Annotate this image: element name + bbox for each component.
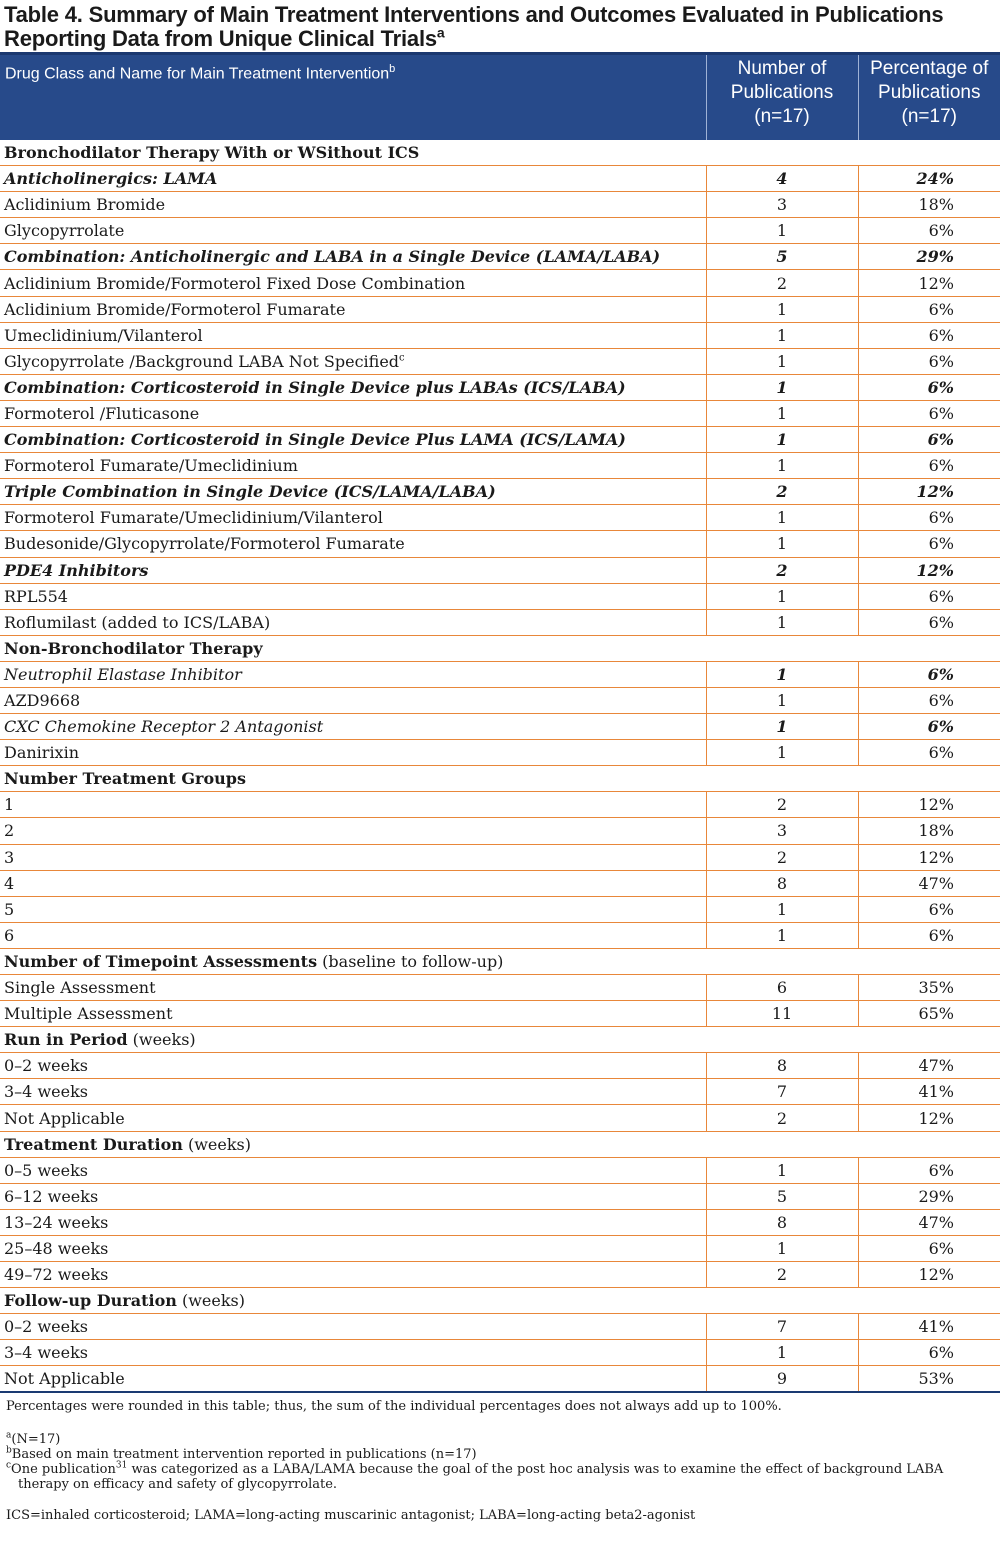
row-label-cell	[0, 1079, 706, 1105]
category-row	[0, 244, 1000, 270]
table-row	[0, 792, 1000, 818]
row-label-cell	[0, 1001, 706, 1027]
section-header-row	[0, 1027, 1000, 1053]
publication-percentage: 6%	[858, 583, 1000, 609]
row-label-cell	[0, 1366, 706, 1392]
footnote-rounding-note: Percentages were rounded in this table; thus, the sum of the individual percentages does not always add up to 100%.	[6, 1399, 782, 1414]
row-label-cell	[0, 218, 706, 244]
publication-percentage: 6%	[858, 296, 1000, 322]
publication-percentage: 12%	[858, 557, 1000, 583]
publication-count: 1	[706, 1157, 858, 1183]
row-label-cell	[0, 1183, 706, 1209]
publication-percentage: 12%	[858, 792, 1000, 818]
row-label: Anticholinergics: LAMA	[4, 169, 218, 189]
row-label-cell	[0, 1314, 706, 1340]
header-number-of-publications	[706, 54, 858, 140]
table-row	[0, 531, 1000, 557]
table-row	[0, 1209, 1000, 1235]
row-label: Triple Combination in Single Device (ICS/LAMA/LABA)	[4, 482, 496, 502]
row-label: Not Applicable	[4, 1369, 125, 1389]
row-label-cell	[0, 740, 706, 766]
publication-percentage: 6%	[858, 609, 1000, 635]
row-label-cell	[0, 870, 706, 896]
row-label: Combination: Anticholinergic and LABA in a Single Device (LAMA/LABA)	[4, 247, 661, 267]
table-row	[0, 322, 1000, 348]
publication-percentage: 6%	[858, 218, 1000, 244]
footnote-b	[6, 1447, 994, 1462]
row-label-cell	[0, 166, 706, 192]
table-row	[0, 296, 1000, 322]
publication-count: 2	[706, 479, 858, 505]
table-row	[0, 218, 1000, 244]
row-label: Not Applicable	[4, 1108, 125, 1128]
table-row	[0, 687, 1000, 713]
row-label: Roflumilast (added to ICS/LABA)	[4, 612, 271, 632]
footnote-c-text: One publication	[11, 1462, 116, 1477]
publication-percentage: 29%	[858, 244, 1000, 270]
publication-percentage: 6%	[858, 740, 1000, 766]
publication-percentage: 6%	[858, 348, 1000, 374]
row-label: Bronchodilator Therapy With or WSithout ICS	[4, 142, 420, 162]
row-label-cell	[0, 1157, 706, 1183]
row-label-cell	[0, 583, 706, 609]
footnote-c-text-continued: was categorized as a LABA/LAMA because the goal of the post hoc analysis was to examine the effect of background LABA therapy on efficacy and safety of glycopyrrolate.	[18, 1462, 944, 1492]
row-label-suffix: (weeks)	[176, 1291, 245, 1311]
row-label-cell	[0, 948, 1000, 974]
publication-count: 1	[706, 609, 858, 635]
row-label-cell	[0, 479, 706, 505]
publication-percentage: 35%	[858, 975, 1000, 1001]
footnote-c-reference: 31	[115, 1460, 128, 1471]
publication-percentage: 6%	[858, 400, 1000, 426]
publication-percentage: 6%	[858, 531, 1000, 557]
publication-percentage: 6%	[858, 453, 1000, 479]
publication-count: 8	[706, 1053, 858, 1079]
publication-percentage: 47%	[858, 870, 1000, 896]
header-number-line: Publications	[730, 82, 834, 103]
row-label: 5	[4, 899, 15, 919]
publication-percentage: 6%	[858, 1157, 1000, 1183]
table-row	[0, 740, 1000, 766]
row-label: 0–5 weeks	[4, 1160, 88, 1180]
row-label-cell	[0, 348, 706, 374]
publication-percentage: 18%	[858, 818, 1000, 844]
publication-count: 1	[706, 400, 858, 426]
row-label: 4	[4, 873, 15, 893]
row-label-cell	[0, 1027, 1000, 1053]
row-label-cell	[0, 427, 706, 453]
row-label: Treatment Duration	[4, 1134, 183, 1154]
publication-count: 2	[706, 557, 858, 583]
publication-percentage: 6%	[858, 1235, 1000, 1261]
row-label: Follow-up Duration	[4, 1291, 177, 1311]
row-label-cell	[0, 140, 1000, 166]
header-drug-class	[0, 54, 706, 140]
publication-percentage: 41%	[858, 1079, 1000, 1105]
footnote-c-mark: c	[6, 1460, 12, 1471]
publication-count: 2	[706, 1262, 858, 1288]
publication-percentage: 6%	[858, 922, 1000, 948]
table-row	[0, 453, 1000, 479]
publication-percentage: 12%	[858, 479, 1000, 505]
row-label: CXC Chemokine Receptor 2 Antagonist	[4, 717, 324, 737]
row-label: Danirixin	[4, 743, 79, 763]
publication-count: 1	[706, 505, 858, 531]
publication-count: 6	[706, 975, 858, 1001]
row-label-cell	[0, 635, 1000, 661]
row-label-cell	[0, 1262, 706, 1288]
publication-count: 5	[706, 1183, 858, 1209]
publication-count: 1	[706, 322, 858, 348]
table-row	[0, 1053, 1000, 1079]
category-row	[0, 166, 1000, 192]
row-label-cell	[0, 609, 706, 635]
publication-count: 2	[706, 844, 858, 870]
row-label: Combination: Corticosteroid in Single Device Plus LAMA (ICS/LAMA)	[4, 430, 626, 450]
row-label-cell	[0, 844, 706, 870]
footnote-abbreviations: ICS=inhaled corticosteroid; LAMA=long-acting muscarinic antagonist; LABA=long-acting beta2-agonist	[6, 1508, 696, 1523]
footnotes	[0, 1393, 1000, 1523]
row-label-cell	[0, 766, 1000, 792]
publication-percentage: 6%	[858, 687, 1000, 713]
publication-percentage: 6%	[858, 505, 1000, 531]
publication-count: 1	[706, 348, 858, 374]
row-label: Neutrophil Elastase Inhibitor	[4, 664, 242, 684]
publication-percentage: 6%	[858, 322, 1000, 348]
publication-count: 2	[706, 270, 858, 296]
row-label-cell	[0, 453, 706, 479]
publication-percentage: 12%	[858, 1105, 1000, 1131]
row-label-cell	[0, 922, 706, 948]
publication-count: 1	[706, 218, 858, 244]
table-row	[0, 844, 1000, 870]
publication-count: 2	[706, 1105, 858, 1131]
row-label-cell	[0, 1340, 706, 1366]
publication-count: 1	[706, 1235, 858, 1261]
category-row	[0, 374, 1000, 400]
header-footnote-mark: b	[389, 63, 396, 75]
publication-count: 1	[706, 687, 858, 713]
table-row	[0, 1001, 1000, 1027]
table-row	[0, 1183, 1000, 1209]
publication-percentage: 6%	[858, 1340, 1000, 1366]
publication-count: 3	[706, 818, 858, 844]
row-label-cell	[0, 1288, 1000, 1314]
row-label-cell	[0, 244, 706, 270]
header-percentage-line: Publications	[878, 82, 981, 103]
table-row	[0, 583, 1000, 609]
section-header-row	[0, 1288, 1000, 1314]
category-row	[0, 427, 1000, 453]
publication-percentage: 53%	[858, 1366, 1000, 1392]
row-label: 49–72 weeks	[4, 1265, 109, 1285]
publication-percentage: 18%	[858, 192, 1000, 218]
row-label: 0–2 weeks	[4, 1056, 88, 1076]
row-label: Non-Bronchodilator Therapy	[4, 638, 263, 658]
publication-percentage: 65%	[858, 1001, 1000, 1027]
table-row	[0, 270, 1000, 296]
publication-count: 7	[706, 1079, 858, 1105]
header-percentage-of-publications	[858, 54, 1000, 140]
publication-count: 1	[706, 583, 858, 609]
section-header-row	[0, 635, 1000, 661]
publication-count: 1	[706, 296, 858, 322]
row-label-cell	[0, 818, 706, 844]
table-row	[0, 896, 1000, 922]
row-label-cell	[0, 792, 706, 818]
table-row	[0, 1366, 1000, 1392]
row-label: 13–24 weeks	[4, 1212, 109, 1232]
row-label: 6	[4, 925, 15, 945]
publication-count: 1	[706, 1340, 858, 1366]
row-label: Umeclidinium/Vilanterol	[4, 325, 203, 345]
summary-table	[0, 52, 1000, 1393]
row-label: PDE4 Inhibitors	[4, 560, 149, 580]
row-label-cell	[0, 400, 706, 426]
table-row	[0, 1079, 1000, 1105]
table-row	[0, 870, 1000, 896]
row-label-suffix: (baseline to follow-up)	[317, 951, 504, 971]
row-label-cell	[0, 505, 706, 531]
row-label-suffix: (weeks)	[127, 1030, 196, 1050]
row-label: 25–48 weeks	[4, 1238, 109, 1258]
publication-count: 1	[706, 374, 858, 400]
row-label: 6–12 weeks	[4, 1186, 99, 1206]
row-label: 1	[4, 795, 15, 815]
publication-percentage: 6%	[858, 374, 1000, 400]
publication-count: 1	[706, 740, 858, 766]
publication-count: 8	[706, 1209, 858, 1235]
footnote-b-text: Based on main treatment intervention reported in publications (n=17)	[11, 1447, 477, 1462]
row-label-cell	[0, 714, 706, 740]
publication-count: 9	[706, 1366, 858, 1392]
table-title-text: Table 4. Summary of Main Treatment Interventions and Outcomes Evaluated in Publications Reporting Data from Unique Clinical Trials	[4, 2, 944, 51]
section-header-row	[0, 1131, 1000, 1157]
row-label: Number of Timepoint Assessments	[4, 951, 318, 971]
row-label-cell	[0, 661, 706, 687]
row-label-cell	[0, 192, 706, 218]
table-row	[0, 1314, 1000, 1340]
row-label: 3	[4, 847, 15, 867]
header-number-line: (n=17)	[754, 106, 810, 127]
row-label: Aclidinium Bromide	[4, 195, 166, 215]
row-label: Formoterol /Fluticasone	[4, 403, 200, 423]
row-label-cell	[0, 1053, 706, 1079]
table-row	[0, 1105, 1000, 1131]
row-label: Combination: Corticosteroid in Single Device plus LABAs (ICS/LABA)	[4, 377, 626, 397]
publication-count: 1	[706, 453, 858, 479]
header-percentage-line: (n=17)	[901, 106, 957, 127]
row-label: AZD9668	[4, 691, 81, 711]
header-drug-class-text: Drug Class and Name for Main Treatment Intervention	[5, 65, 390, 83]
category-row	[0, 479, 1000, 505]
row-label-cell	[0, 1105, 706, 1131]
table-row	[0, 1157, 1000, 1183]
row-label-cell	[0, 374, 706, 400]
row-label-cell	[0, 1235, 706, 1261]
table-row	[0, 1262, 1000, 1288]
row-label: Single Assessment	[4, 978, 156, 998]
row-footnote-mark: c	[399, 352, 405, 364]
table-row	[0, 609, 1000, 635]
row-label-cell	[0, 1131, 1000, 1157]
table-row	[0, 348, 1000, 374]
publication-count: 8	[706, 870, 858, 896]
row-label: Multiple Assessment	[4, 1004, 173, 1024]
row-label: 3–4 weeks	[4, 1343, 88, 1363]
publication-count: 1	[706, 714, 858, 740]
table-title-footnote-mark: a	[436, 24, 445, 41]
publication-percentage: 29%	[858, 1183, 1000, 1209]
publication-percentage: 6%	[858, 427, 1000, 453]
header-percentage-line: Percentage of	[870, 58, 989, 79]
row-label-cell	[0, 557, 706, 583]
publication-count: 1	[706, 896, 858, 922]
publication-count: 11	[706, 1001, 858, 1027]
row-label: Glycopyrrolate	[4, 221, 125, 241]
row-label: Aclidinium Bromide/Formoterol Fixed Dose Combination	[4, 273, 466, 293]
table-row	[0, 818, 1000, 844]
row-label: Aclidinium Bromide/Formoterol Fumarate	[4, 299, 346, 319]
publication-percentage: 6%	[858, 714, 1000, 740]
table-row	[0, 400, 1000, 426]
publication-percentage: 47%	[858, 1053, 1000, 1079]
row-label: RPL554	[4, 586, 68, 606]
category-row	[0, 714, 1000, 740]
publication-percentage: 12%	[858, 1262, 1000, 1288]
footnote-b-mark: b	[6, 1445, 12, 1456]
row-label: 2	[4, 821, 15, 841]
table-header	[0, 54, 1000, 140]
category-row	[0, 661, 1000, 687]
footnote-a-mark: a	[6, 1430, 12, 1441]
row-label-cell	[0, 1209, 706, 1235]
row-label: Formoterol Fumarate/Umeclidinium/Vilanterol	[4, 508, 383, 528]
table-row	[0, 1235, 1000, 1261]
row-label: Budesonide/Glycopyrrolate/Formoterol Fumarate	[4, 534, 405, 554]
table-row	[0, 975, 1000, 1001]
row-label: Formoterol Fumarate/Umeclidinium	[4, 456, 298, 476]
publication-percentage: 6%	[858, 896, 1000, 922]
publication-count: 4	[706, 166, 858, 192]
row-label-cell	[0, 270, 706, 296]
table-row	[0, 505, 1000, 531]
publication-percentage: 41%	[858, 1314, 1000, 1340]
row-label-cell	[0, 687, 706, 713]
category-row	[0, 557, 1000, 583]
publication-count: 1	[706, 922, 858, 948]
table-row	[0, 1340, 1000, 1366]
publication-percentage: 24%	[858, 166, 1000, 192]
row-label-cell	[0, 975, 706, 1001]
section-header-row	[0, 948, 1000, 974]
footnote-c	[6, 1462, 994, 1492]
footnote-a-text: (N=17)	[11, 1432, 61, 1447]
publication-count: 1	[706, 531, 858, 557]
row-label-cell	[0, 296, 706, 322]
row-label: 0–2 weeks	[4, 1317, 88, 1337]
publication-percentage: 12%	[858, 844, 1000, 870]
publication-count: 1	[706, 427, 858, 453]
footnote-a	[6, 1432, 994, 1447]
publication-count: 3	[706, 192, 858, 218]
row-label-cell	[0, 531, 706, 557]
table-body	[0, 140, 1000, 1393]
table-row	[0, 922, 1000, 948]
publication-percentage: 12%	[858, 270, 1000, 296]
row-label-cell	[0, 896, 706, 922]
publication-count: 7	[706, 1314, 858, 1340]
table-row	[0, 192, 1000, 218]
row-label: Glycopyrrolate /Background LABA Not Specified	[4, 351, 400, 371]
publication-percentage: 47%	[858, 1209, 1000, 1235]
row-label: Number Treatment Groups	[4, 769, 246, 789]
row-label: Run in Period	[4, 1030, 128, 1050]
row-label-suffix: (weeks)	[182, 1134, 251, 1154]
table-title	[0, 0, 1000, 52]
publication-percentage: 6%	[858, 661, 1000, 687]
publication-count: 1	[706, 661, 858, 687]
row-label: 3–4 weeks	[4, 1082, 88, 1102]
publication-count: 5	[706, 244, 858, 270]
header-number-line: Number of	[737, 58, 827, 79]
publication-count: 2	[706, 792, 858, 818]
section-header-row	[0, 140, 1000, 166]
row-label-cell	[0, 322, 706, 348]
section-header-row	[0, 766, 1000, 792]
